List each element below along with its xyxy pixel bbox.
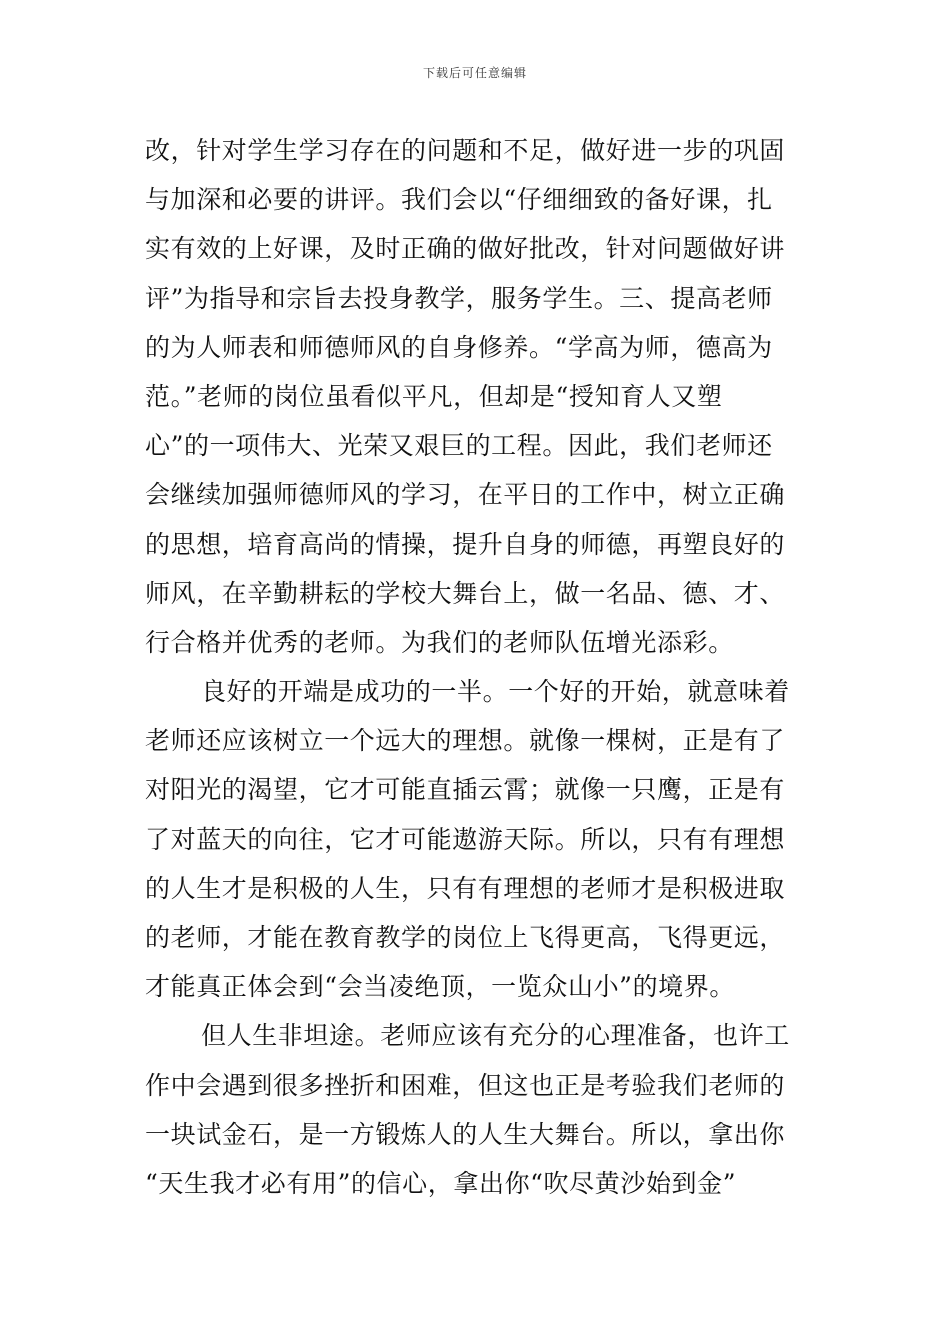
text-line: 老师还应该树立一个远大的理想。就像一棵树，正是有了 bbox=[145, 726, 786, 756]
text-line: 会继续加强师德师风的学习，在平日的工作中，树立正确 bbox=[145, 480, 786, 510]
text-line: 范。”老师的岗位虽看似平凡，但却是“授知育人又塑 bbox=[145, 381, 723, 411]
text-line: 才能真正体会到“会当凌绝顶，一览众山小”的境界。 bbox=[145, 972, 735, 1002]
text-line: 评”为指导和宗旨去投身教学，服务学生。三、提高老师 bbox=[145, 283, 773, 313]
text-line: 了对蓝天的向往，它才可能遨游天际。所以，只有有理想 bbox=[145, 824, 786, 854]
text-line: 改，针对学生学习存在的问题和不足，做好进一步的巩固 bbox=[145, 136, 786, 165]
text-line: 实有效的上好课，及时正确的做好批改，针对问题做好讲 bbox=[145, 234, 786, 264]
text-line: 行合格并优秀的老师。为我们的老师队伍增光添彩。 bbox=[145, 627, 734, 657]
page-header: 下载后可任意编辑 bbox=[422, 66, 527, 80]
text-line: 对阳光的渴望，它才可能直插云霄；就像一只鹰，正是有 bbox=[145, 775, 786, 805]
text-line: 的老师，才能在教育教学的岗位上飞得更高，飞得更远， bbox=[145, 923, 786, 952]
text-line: 一块试金石，是一方锻炼人的人生大舞台。所以，拿出你 bbox=[145, 1119, 786, 1149]
text-line: 良好的开端是成功的一半。一个好的开始，就意味着 bbox=[201, 677, 790, 707]
text-line: 心”的一项伟大、光荣又艰巨的工程。因此，我们老师还 bbox=[145, 431, 773, 461]
text-line: 与加深和必要的讲评。我们会以“仔细细致的备好课，扎 bbox=[145, 185, 773, 215]
text-line: 作中会遇到很多挫折和困难，但这也正是考验我们老师的 bbox=[145, 1070, 786, 1100]
document-body bbox=[145, 126, 807, 1208]
text-line: 的为人师表和师德师风的自身修养。“学高为师，德高为 bbox=[145, 332, 773, 362]
text-line: 但人生非坦途。老师应该有充分的心理准备，也许工 bbox=[201, 1021, 790, 1051]
text-line: “天生我才必有用”的信心，拿出你“吹尽黄沙始到金” bbox=[145, 1168, 737, 1198]
text-line: 师风，在辛勤耕耘的学校大舞台上，做一名品、德、才、 bbox=[145, 578, 786, 608]
text-line: 的思想，培育高尚的情操，提升自身的师德，再塑良好的 bbox=[145, 529, 786, 559]
text-line: 的人生才是积极的人生，只有有理想的老师才是积极进取 bbox=[145, 873, 786, 903]
